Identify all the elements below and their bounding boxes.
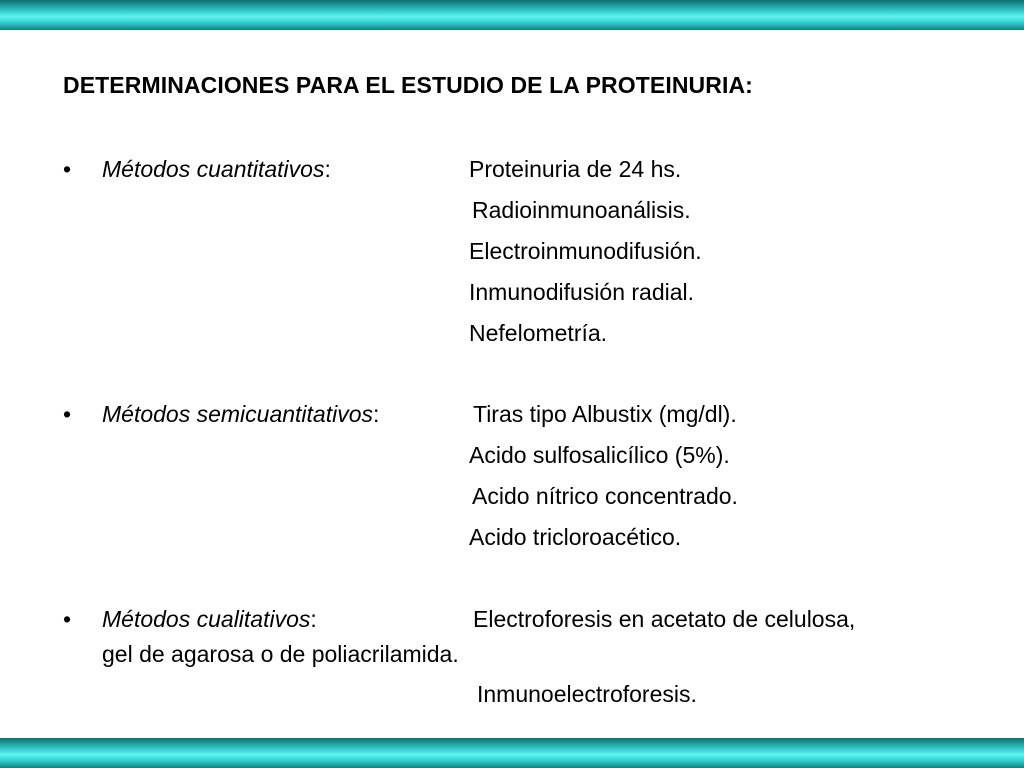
section-colon: : xyxy=(310,606,317,632)
list-item: Electroinmunodifusión. xyxy=(469,238,702,264)
section-label-semicuantitativos xyxy=(102,400,379,428)
list-item: Acido tricloroacético. xyxy=(469,524,682,550)
section-label-cualitativos xyxy=(102,605,317,633)
bullet-icon: • xyxy=(63,606,72,632)
section-label-cuantitativos xyxy=(102,155,331,183)
section-label-text: Métodos cuantitativos xyxy=(102,156,325,182)
bullet-icon: • xyxy=(63,156,72,182)
list-item: gel de agarosa o de poliacrilamida. xyxy=(102,641,459,667)
list-item: Tiras tipo Albustix (mg/dl). xyxy=(473,401,737,427)
section-label-text: Métodos cualitativos xyxy=(102,606,311,632)
section-label-text: Métodos semicuantitativos xyxy=(102,401,374,427)
list-item: Radioinmunoanálisis. xyxy=(472,197,691,223)
bottom-decorative-band xyxy=(0,738,1024,768)
list-item: Acido nítrico concentrado. xyxy=(472,483,738,509)
bullet-icon: • xyxy=(63,401,72,427)
list-item: Nefelometría. xyxy=(469,320,608,346)
list-item: Proteinuria de 24 hs. xyxy=(469,156,682,182)
top-decorative-band xyxy=(0,0,1024,30)
list-item: Acido sulfosalicílico (5%). xyxy=(469,442,730,468)
section-colon: : xyxy=(324,156,331,182)
slide-title: DETERMINACIONES PARA EL ESTUDIO DE LA PROTEINURIA: xyxy=(63,72,753,98)
list-item: Electroforesis en acetato de celulosa, xyxy=(473,606,856,632)
list-item: Inmunoelectroforesis. xyxy=(477,681,697,707)
list-item: Inmunodifusión radial. xyxy=(469,279,695,305)
section-colon: : xyxy=(373,401,380,427)
